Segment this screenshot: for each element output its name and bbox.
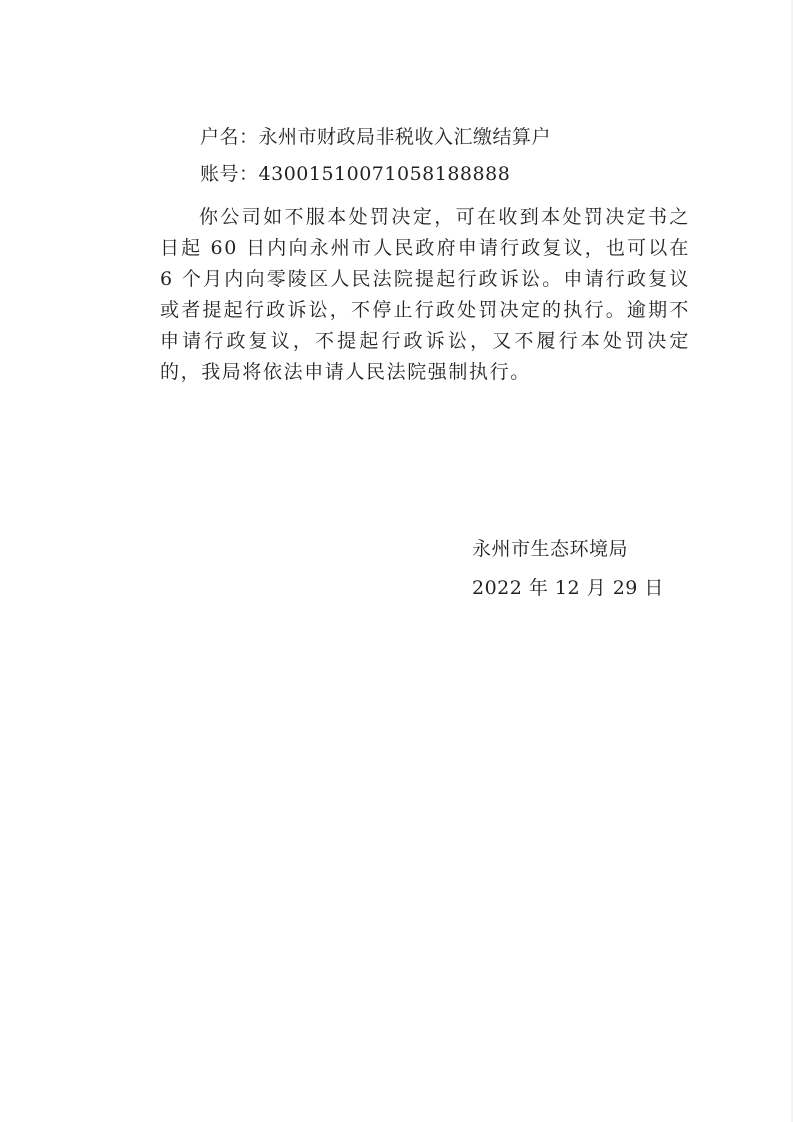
issuer-name: 永州市生态环境局 [472, 538, 629, 560]
account-name-value: 永州市财政局非税收入汇缴结算户 [258, 126, 552, 148]
account-name-label: 户名： [200, 126, 259, 148]
account-number-line [200, 162, 510, 186]
appeal-paragraph: 你公司如不服本处罚决定，可在收到本处罚决定书之日起 60 日内向永州市人民政府申请行政复议，也可以在 6 个月内向零陵区人民法院提起行政诉讼。申请行政复议或者提起行政诉讼，不停止行政处罚决定的执行。逾期不申请行政复议，不提起行政诉讼，又不履行本处罚决定的，我局将依法申请人民法院强制执行。 [160, 206, 690, 383]
issue-date: 2022 年 12 月 29 日 [472, 577, 664, 599]
account-name-line [200, 125, 551, 149]
account-number-label: 账号： [200, 163, 259, 185]
account-number-value: 43001510071058188888 [258, 163, 511, 185]
